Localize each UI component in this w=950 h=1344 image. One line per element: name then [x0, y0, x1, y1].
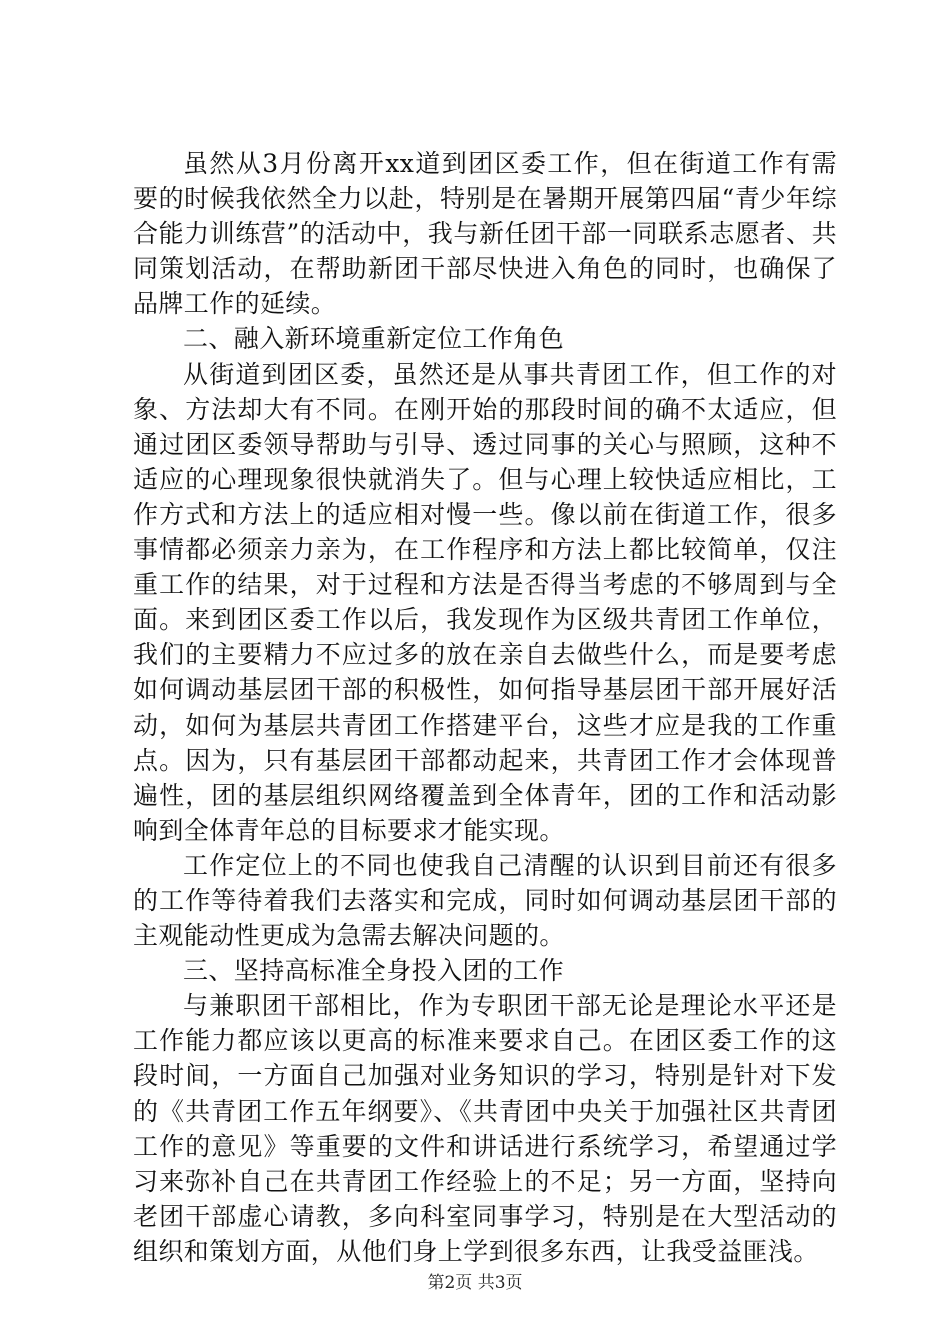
paragraph-high-standard: 与兼职团干部相比，作为专职团干部无论是理论水平还是工作能力都应该以更高的标准来要求自己。在团区委工作的这段时间，一方面自己加强对业务知识的学习，特别是针对下发的《共青团工作五年纲要》、《共青团中央关于加强社区共青团工作的意见》等重要的文件和讲话进行系统学习，希望通过学习来弥补自己在共青团工作经验上的不足；另一方面，坚持向老团干部虚心请教，多向科室同事学习，特别是在大型活动的组织和策划方面，从他们身上学到很多东西，让我受益匪浅。 — [133, 991, 837, 1266]
document-body — [133, 146, 837, 1269]
paragraph-new-role: 从街道到团区委，虽然还是从事共青团工作，但工作的对象、方法却大有不同。在刚开始的那段时间的确不太适应，但通过团区委领导帮助与引导、透过同事的关心与照顾，这种不适应的心理现象很快就消失了。但与心理上较快适应相比，工作方式和方法上的适应相对慢一些。像以前在街道工作，很多事情都必须亲力亲为，在工作程序和方法上都比较简单，仅注重工作的结果，对于过程和方法是否得当考虑的不够周到与全面。来到团区委工作以后，我发现作为区级共青团工作单位，我们的主要精力不应过多的放在亲自去做些什么，而是要考虑如何调动基层团干部的积极性，如何指导基层团干部开展好活动，如何为基层共青团工作搭建平台，这些才应是我的工作重点。因为，只有基层团干部都动起来，共青团工作才会体现普遍性，团的基层组织网络覆盖到全体青年，团的工作和活动影响到全体青年总的目标要求才能实现。 — [133, 359, 837, 845]
page-number-label: 第2页 共3页 — [427, 1273, 523, 1293]
section-heading-3: 三、坚持高标准全身投入团的工作 — [183, 956, 565, 986]
paragraph-positioning: 工作定位上的不同也使我自己清醒的认识到目前还有很多的工作等待着我们去落实和完成，同时如何调动基层团干部的主观能动性更成为急需去解决问题的。 — [133, 850, 837, 951]
paragraph-continuation: 虽然从3月份离开xx道到团区委工作，但在街道工作有需要的时候我依然全力以赴，特别是在暑期开展第四届“青少年综合能力训练营”的活动中，我与新任团干部一同联系志愿者、共同策划活动，在帮助新团干部尽快进入角色的同时，也确保了品牌工作的延续。 — [133, 149, 837, 319]
page-footer — [0, 1272, 950, 1294]
section-heading-2: 二、融入新环境重新定位工作角色 — [183, 324, 565, 354]
